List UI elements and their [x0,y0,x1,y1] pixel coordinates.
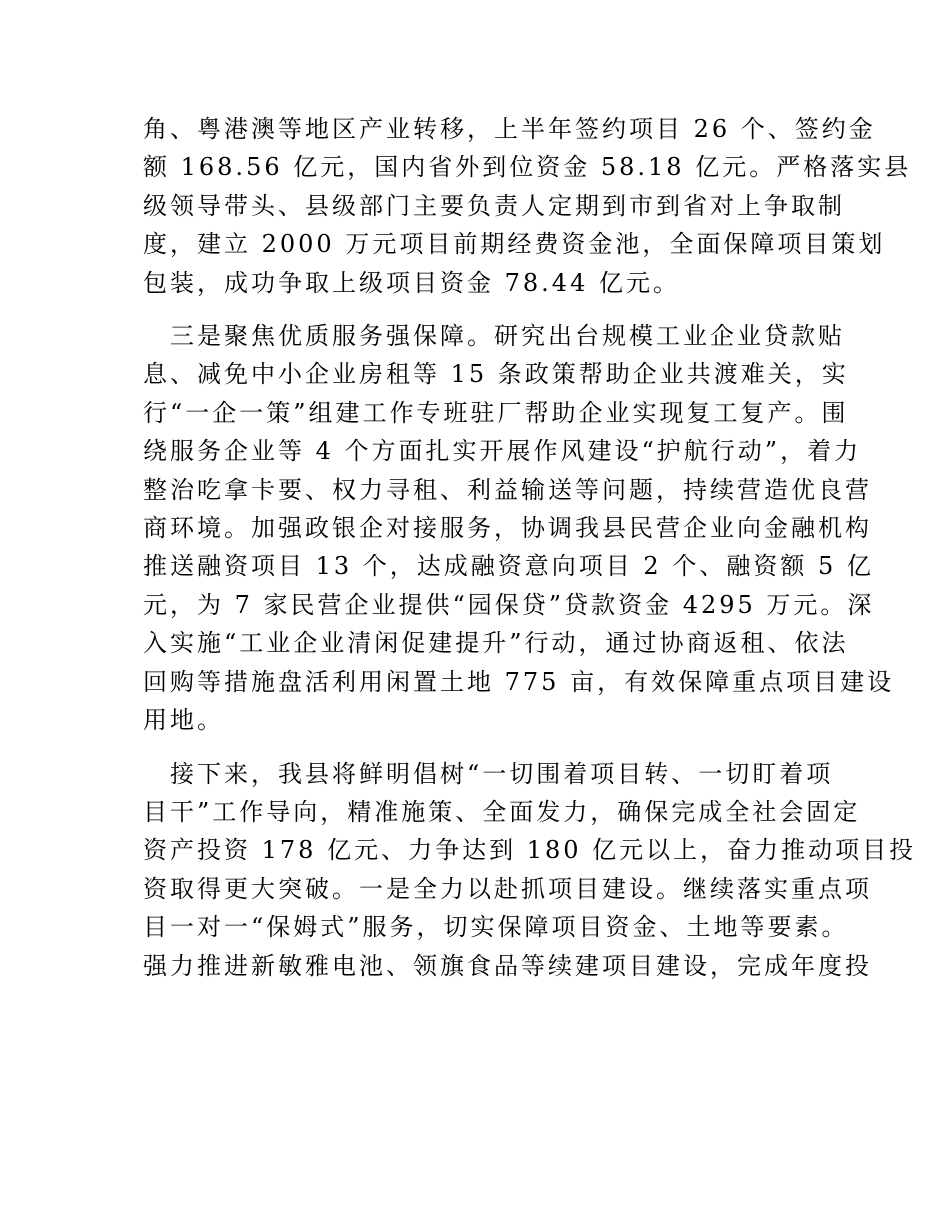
text-line: 用地。 [143,706,224,735]
text-line: 角、粤港澳等地区产业转移，上半年签约项目 26 个、签约金 [143,115,876,143]
document-body [143,110,917,985]
text-line: 目干”工作导向，精准施策、全面发力，确保完成全社会固定 [143,797,861,826]
text-line: 入实施“工业企业清闲促建提升”行动，通过协商返租、依法 [143,629,849,658]
text-line: 级领导带头、县级部门主要负责人定期到市到省对上争取制 [143,191,845,220]
text-line: 推送融资项目 13 个，达成融资意向项目 2 个、融资额 5 亿 [143,552,874,581]
text-line: 三是聚焦优质服务强保障。研究出台规模工业企业贷款贴 [143,322,845,351]
paragraph-spacer [143,302,809,317]
text-line: 资产投资 178 亿元、力争达到 180 亿元以上，奋力推动项目投 [143,836,917,865]
text-line: 绕服务企业等 4 个方面扎实开展作风建设“护航行动”，着力 [143,437,862,466]
text-line: 额 168.56 亿元，国内省外到位资金 58.18 亿元。严格落实县 [143,153,912,182]
paragraph-next-steps [143,755,917,985]
text-line: 元，为 7 家民营企业提供“园保贷”贷款资金 4295 万元。深 [143,590,875,619]
text-line: 回购等措施盘活利用闲置土地 775 亩，有效保障重点项目建设 [143,667,895,696]
text-line: 商环境。加强政银企对接服务，协调我县民营企业向金融机构 [143,514,872,543]
text-line: 资取得更大突破。一是全力以赴抓项目建设。继续落实重点项 [143,874,872,903]
paragraph-spacer [143,740,809,755]
text-line: 强力推进新敏雅电池、领旗食品等续建项目建设，完成年度投 [143,951,872,980]
paragraph-investment-attraction [143,110,912,302]
text-line: 包装，成功争取上级项目资金 78.44 亿元。 [143,268,680,297]
paragraph-service-guarantee [143,317,895,739]
text-line: 度，建立 2000 万元项目前期经费资金池，全面保障项目策划 [143,230,886,259]
text-line: 息、减免中小企业房租等 15 条政策帮助企业共渡难关，实 [143,360,849,389]
text-line: 整治吃拿卡要、权力寻租、利益输送等问题，持续营造优良营 [143,475,872,504]
text-line: 接下来，我县将鲜明倡树“一切围着项目转、一切盯着项 [143,759,834,788]
text-line: 行“一企一策”组建工作专班驻厂帮助企业实现复工复产。围 [143,398,849,427]
text-line: 目一对一“保姆式”服务，切实保障项目资金、土地等要素。 [143,913,849,942]
